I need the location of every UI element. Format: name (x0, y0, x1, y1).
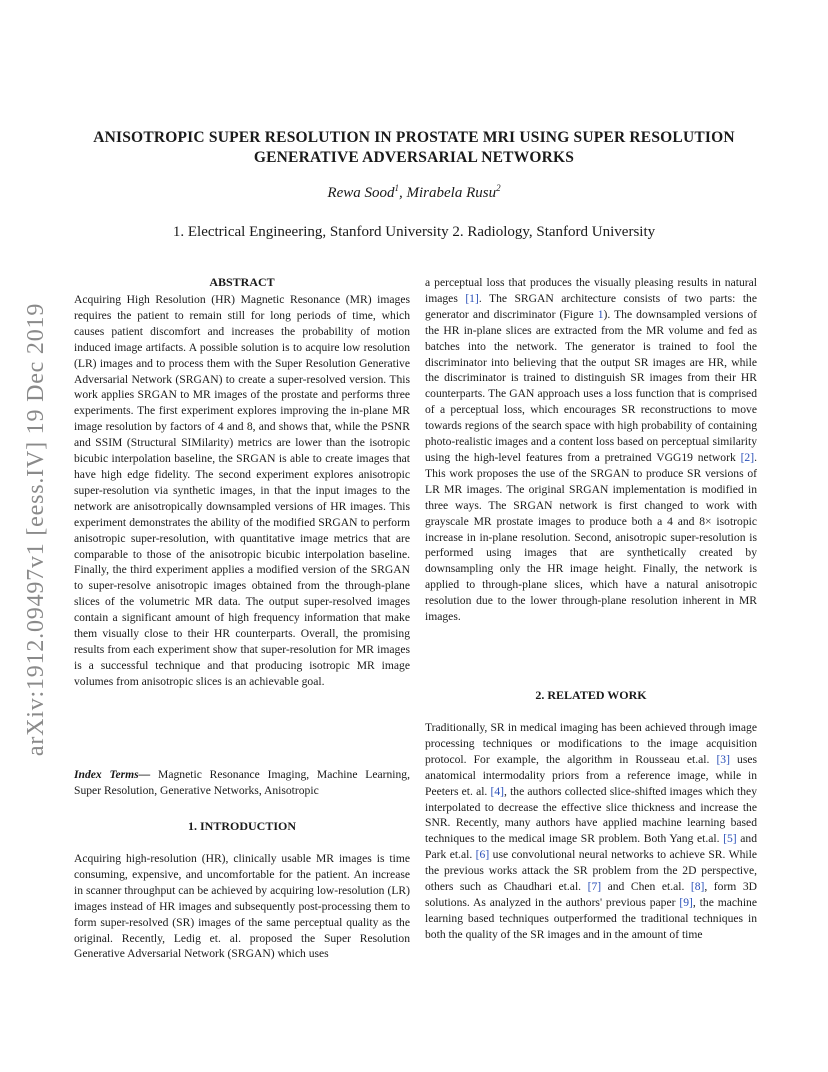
related-text-part: , form 3D solutions. As analyzed in the authors' previous paper (425, 880, 757, 909)
title-line-2: GENERATIVE ADVERSARIAL NETWORKS (253, 149, 575, 166)
introduction-heading: 1. INTRODUCTION (187, 819, 296, 833)
title-line-1: ANISOTROPIC SUPER RESOLUTION IN PROSTATE MRI USING SUPER RESOLUTION (93, 129, 735, 146)
related-text-part: , the machine learning based techniques outperformed the traditional techniques in both the quality of the SR images and in the amount of time (425, 895, 757, 941)
related-work-heading: 2. RELATED WORK (535, 688, 647, 702)
author-1: Rewa Sood (327, 185, 395, 201)
author-2: Mirabela Rusu (406, 185, 497, 201)
citation-link[interactable]: [8] (690, 880, 705, 894)
related-text-part: use convolutional neural networks to achieve SR. While the previous works attack the SR problem from the 2D perspective, others such as Chaudhari et.al. (425, 848, 757, 894)
index-terms (74, 767, 410, 799)
related-text-part: and Chen et.al. (601, 880, 691, 894)
citation-link[interactable]: [1] (465, 291, 479, 305)
introduction-continued (425, 275, 757, 625)
figure-link[interactable]: 1 (597, 307, 604, 321)
index-terms-text: Magnetic Resonance Imaging, Machine Learning, Super Resolution, Generative Networks, Anisotropic (74, 768, 410, 797)
intro-text-part: ). The downsampled versions of the HR in-plane slices are extracted from the MR volume and fed as batches into the network. The generator is trained to fool the discriminator into believing that the output SR images are HR, while the discriminator is trained to distinguish SR images from their HR counterparts. The GAN approach uses a loss function that is comprised of a perceptual loss, which encourages SR reconstructions to move towards regions of the search space with high probability of containing photo-realistic images and a content loss based on perceptual similarity using the high-level features from a pretrained VGG19 network (425, 307, 757, 464)
author-1-affiliation-mark: 1 (394, 183, 399, 193)
citation-link[interactable]: [9] (679, 895, 693, 909)
arxiv-sidebar-id (18, 283, 56, 775)
author-separator: , (399, 185, 407, 201)
arxiv-identifier: arXiv:1912.09497v1 [eess.IV] 19 Dec 2019 (23, 302, 50, 756)
citation-link[interactable]: [6] (475, 848, 490, 862)
intro-text-part: a perceptual loss that produces the visually pleasing results in natural images (425, 276, 757, 305)
intro-text-part: . The SRGAN architecture consists of two parts: the generator and discriminator (Figure (425, 291, 757, 321)
related-text-part: , the authors collected slice-shifted images which they interpolated to decrease the effective slice thickness and increase the SNR. Recently, many authors have applied machine learning based techniques to the medical image SR problem. Both Yang et.al. (425, 784, 757, 846)
citation-link[interactable]: [3] (716, 752, 730, 766)
author-list (80, 183, 748, 202)
index-terms-label: Index Terms— (74, 768, 151, 781)
introduction-body: Acquiring high-resolution (HR), clinically usable MR images is time consuming, expensive, and uncomfortable for the patient. An increase in scanner throughput can be achieved by acquiring low-resolution (LR) images instead of HR images and subsequently post-processing them to form super-resolved (SR) images of the same perceptual quality as the original. Recently, Ledig et. al. proposed the Super Resolution Generative Adversarial Network (SRGAN) which uses (74, 852, 410, 961)
affiliations: 1. Electrical Engineering, Stanford University 2. Radiology, Stanford University (172, 224, 656, 240)
related-text-part: and Park et.al. (425, 832, 757, 862)
abstract-body: Acquiring High Resolution (HR) Magnetic Resonance (MR) images requires the patient to remain still for long periods of time, which causes patient discomfort and increases the probability of motion induced image artifacts. A possible solution is to acquire low resolution (LR) images and to process them with the Super Resolution Generative Adversarial Network (SRGAN) to create a super-resolved version. This work applies SRGAN to MR images of the prostate and performs three experiments. The first experiment explores improving the in-plane MR image resolution by factors of 4 and 8, and shows that, while the PSNR and SSIM (Structural SIMilarity) metrics are lower than the isotropic bicubic interpolation baseline, the SRGAN is able to create images that have high edge fidelity. The second experiment explores anisotropic super-resolution via synthetic images, in that the input images to the network are anisotropically downsampled versions of HR images. This experiment demonstrates the ability of the modified SRGAN to perform anisotropic super-resolution, with quantitative image metrics that are comparable to those of the anisotropic bicubic interpolation baseline. Finally, the third experiment applies a modified version of the SRGAN to super-resolve anisotropic images obtained from the through-plane slices of the volumetric MR data. The output super-resolved images contain a significant amount of high frequency information that make them visually close to their HR counterparts. Overall, the promising results from each experiment show that super-resolution for MR images is a successful technique and that producing isotropic MR image volumes from anisotropic slices is an achievable goal. (74, 293, 410, 688)
citation-link[interactable]: [5] (723, 832, 737, 846)
abstract-heading: ABSTRACT (209, 275, 275, 289)
citation-link[interactable]: [7] (587, 880, 602, 894)
intro-text-part: . This work proposes the use of the SRGAN to produce SR versions of LR MR images. The original SRGAN implementation is modified in three ways. The SRGAN network is first changed to work with grayscale MR prostate images to produce both a 4 and 8× isotropic increase in in-plane resolution. Second, anisotropic super-resolution is performed using images that are synthetically created by downsampling only the HR image height. Finally, the network is applied to through-plane slices, which have a natural anisotropic resolution due to the lower through-plane resolution inherent in MR images. (425, 450, 757, 624)
citation-link[interactable]: [4] (490, 784, 505, 798)
paper-title (80, 128, 748, 168)
related-work-body (425, 720, 757, 943)
related-text-part: Traditionally, SR in medical imaging has been achieved through image processing techniques or modifications to the image acquisition protocol. For example, the algorithm in Rousseau et.al. (425, 721, 757, 766)
related-text-part: uses anatomical intermodality priors from a reference image, while in Peeters et. al. (425, 752, 757, 798)
citation-link[interactable]: [2] (740, 450, 755, 464)
author-2-affiliation-mark: 2 (496, 183, 501, 193)
